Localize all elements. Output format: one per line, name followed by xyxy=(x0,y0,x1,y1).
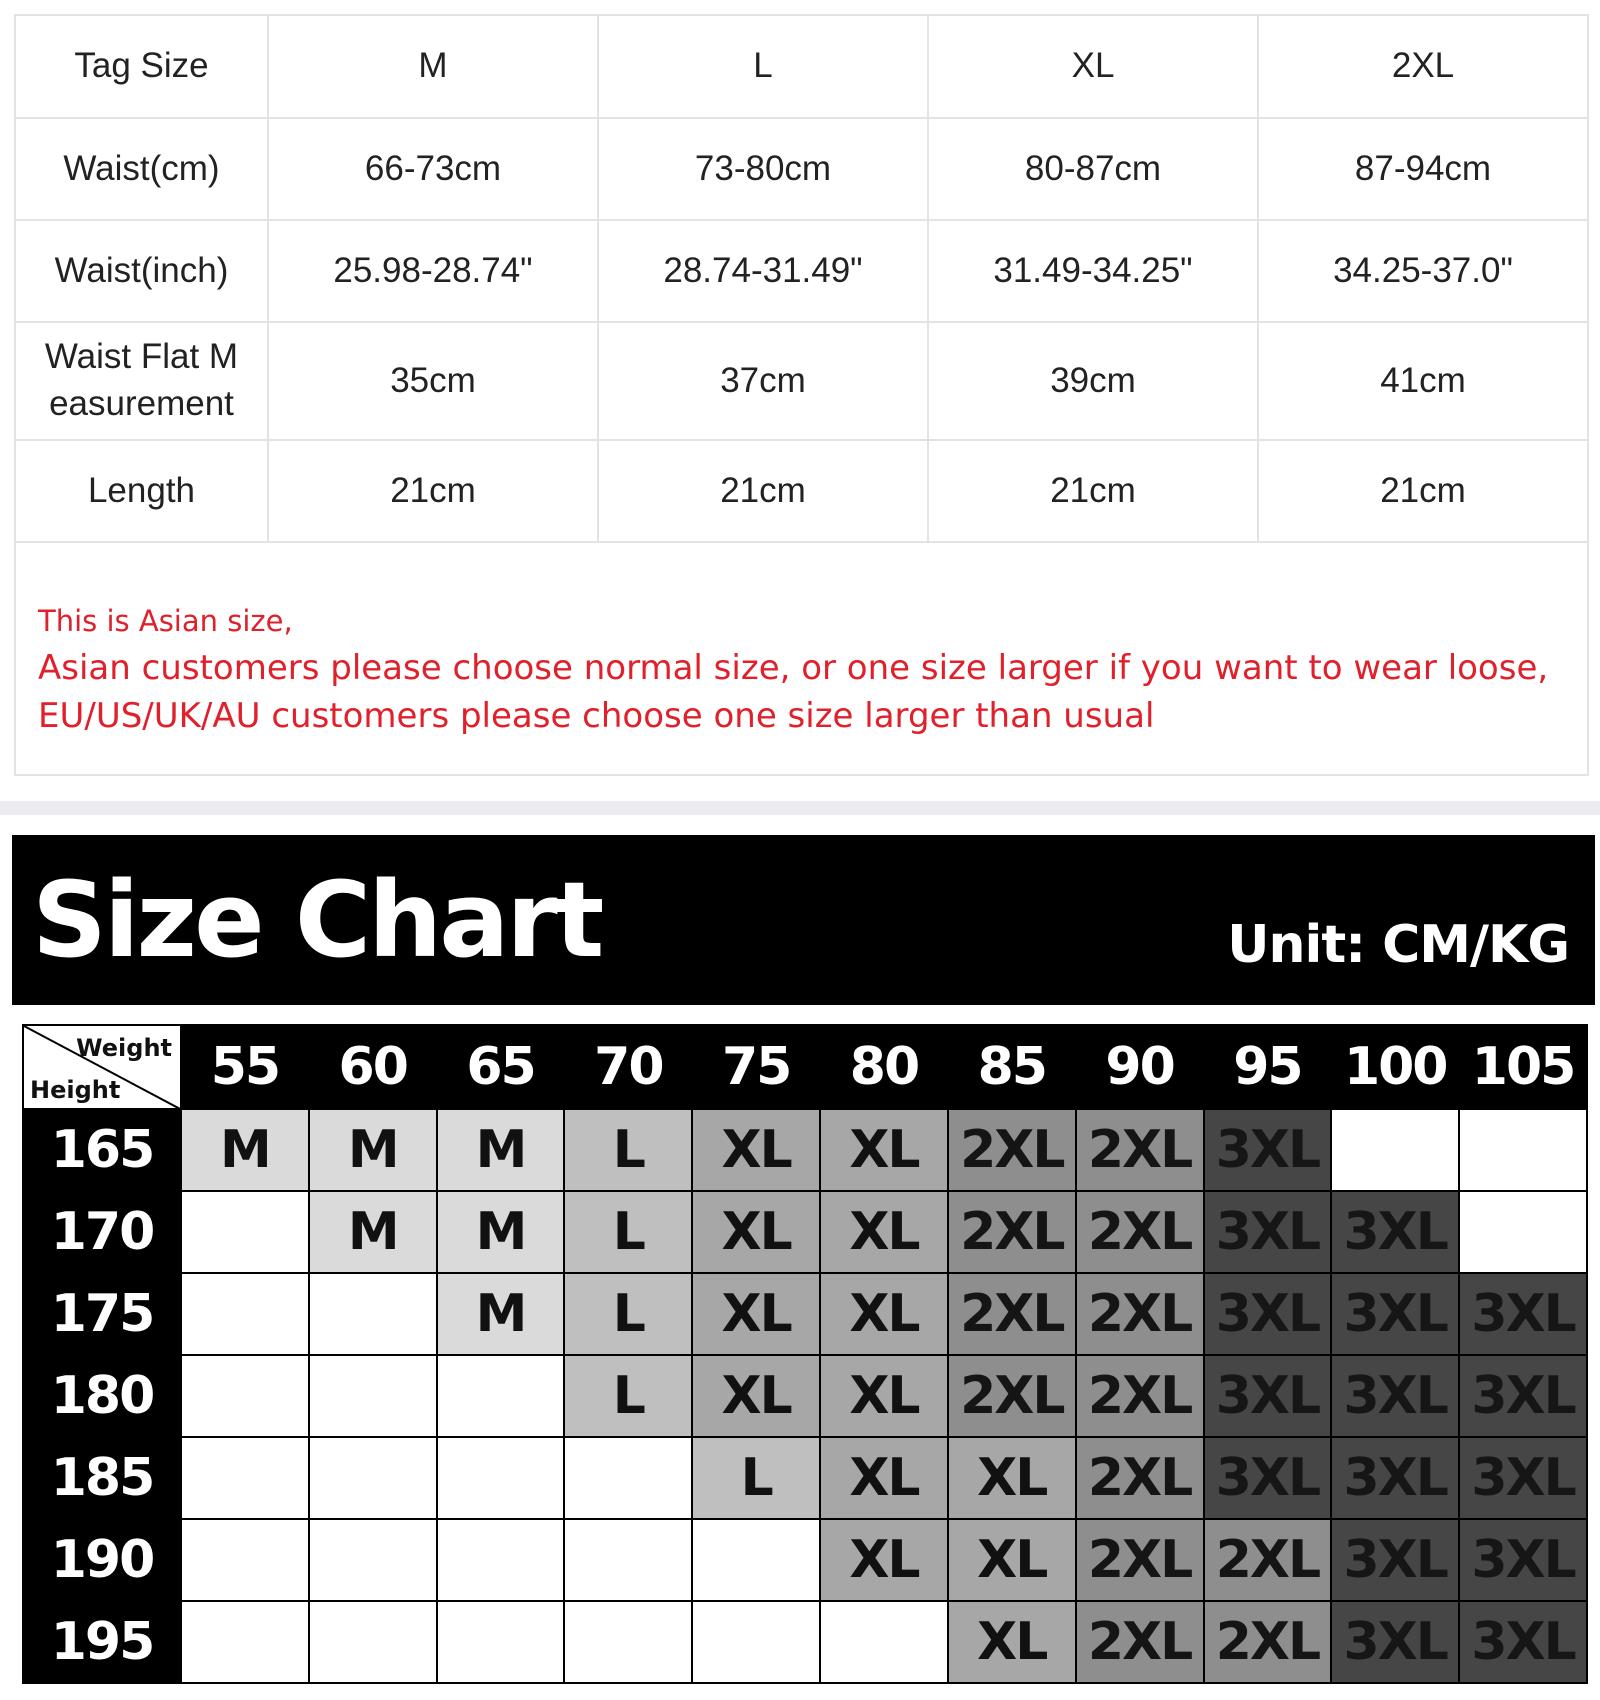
weight-header: 85 xyxy=(948,1025,1076,1109)
empty-cell xyxy=(309,1519,437,1601)
size-cell: XL xyxy=(948,1601,1076,1683)
empty-cell xyxy=(181,1519,309,1601)
empty-cell xyxy=(1459,1109,1587,1191)
notice-line-3: EU/US/UK/AU customers please choose one size larger than usual xyxy=(38,696,1155,736)
size-cell: M xyxy=(181,1109,309,1191)
size-cell: XL xyxy=(692,1355,820,1437)
size-cell: 3XL xyxy=(1331,1355,1459,1437)
empty-cell xyxy=(564,1601,692,1683)
size-cell: M xyxy=(437,1273,565,1355)
empty-cell xyxy=(181,1601,309,1683)
weight-header: 60 xyxy=(309,1025,437,1109)
size-cell: 2XL xyxy=(1076,1191,1204,1273)
empty-cell xyxy=(1331,1109,1459,1191)
table-cell: 66-73cm xyxy=(268,118,598,220)
size-cell: 3XL xyxy=(1204,1109,1332,1191)
size-notice xyxy=(38,598,1568,740)
table-cell: 21cm xyxy=(598,440,928,542)
weight-axis-label: Weight xyxy=(76,1034,172,1062)
table-cell: 80-87cm xyxy=(928,118,1258,220)
size-cell: XL xyxy=(820,1437,948,1519)
waist-cm-row xyxy=(16,118,1587,220)
waist-inch-row xyxy=(16,220,1587,322)
row-label: Length xyxy=(16,440,268,542)
size-cell: 3XL xyxy=(1331,1437,1459,1519)
size-cell: 2XL xyxy=(1076,1355,1204,1437)
size-cell: L xyxy=(564,1273,692,1355)
size-cell: XL xyxy=(692,1109,820,1191)
table-cell: 21cm xyxy=(1258,440,1587,542)
table-cell: 87-94cm xyxy=(1258,118,1587,220)
height-header: 175 xyxy=(23,1273,181,1355)
table-cell: L xyxy=(598,16,928,118)
empty-cell xyxy=(437,1355,565,1437)
table-cell: 21cm xyxy=(268,440,598,542)
size-cell: 2XL xyxy=(948,1355,1076,1437)
size-cell: XL xyxy=(948,1519,1076,1601)
empty-cell xyxy=(181,1191,309,1273)
empty-cell xyxy=(564,1519,692,1601)
table-cell: 2XL xyxy=(1258,16,1587,118)
empty-cell xyxy=(181,1437,309,1519)
row-label: Waist Flat M easurement xyxy=(16,322,268,440)
size-cell: 3XL xyxy=(1331,1519,1459,1601)
waist-flat-row xyxy=(16,322,1587,440)
height-row xyxy=(23,1519,1587,1601)
height-row xyxy=(23,1437,1587,1519)
empty-cell xyxy=(820,1601,948,1683)
height-row xyxy=(23,1601,1587,1683)
size-cell: L xyxy=(692,1437,820,1519)
height-axis-label: Height xyxy=(30,1076,121,1104)
weight-header-row xyxy=(23,1025,1587,1109)
table-cell: 25.98-28.74" xyxy=(268,220,598,322)
weight-header: 95 xyxy=(1204,1025,1332,1109)
weight-header: 70 xyxy=(564,1025,692,1109)
weight-header: 105 xyxy=(1459,1025,1587,1109)
table-cell: 21cm xyxy=(928,440,1258,542)
empty-cell xyxy=(309,1601,437,1683)
empty-cell xyxy=(437,1437,565,1519)
size-cell: 2XL xyxy=(1076,1437,1204,1519)
height-row xyxy=(23,1273,1587,1355)
table-cell: XL xyxy=(928,16,1258,118)
table-cell: 73-80cm xyxy=(598,118,928,220)
height-header: 170 xyxy=(23,1191,181,1273)
height-header: 165 xyxy=(23,1109,181,1191)
size-cell: 3XL xyxy=(1204,1437,1332,1519)
weight-header: 80 xyxy=(820,1025,948,1109)
size-cell: 3XL xyxy=(1459,1273,1587,1355)
height-header: 180 xyxy=(23,1355,181,1437)
table-cell: M xyxy=(268,16,598,118)
empty-cell xyxy=(309,1437,437,1519)
size-cell: 2XL xyxy=(1076,1601,1204,1683)
empty-cell xyxy=(309,1273,437,1355)
table-cell: 39cm xyxy=(928,322,1258,440)
weight-header: 65 xyxy=(437,1025,565,1109)
size-cell: 2XL xyxy=(1204,1601,1332,1683)
size-cell: L xyxy=(564,1191,692,1273)
table-cell: 37cm xyxy=(598,322,928,440)
size-cell: 2XL xyxy=(1076,1519,1204,1601)
size-chart-banner xyxy=(12,835,1595,1005)
size-cell: 3XL xyxy=(1459,1601,1587,1683)
height-row xyxy=(23,1109,1587,1191)
table-cell: 31.49-34.25" xyxy=(928,220,1258,322)
height-header: 195 xyxy=(23,1601,181,1683)
size-cell: L xyxy=(564,1109,692,1191)
size-cell: M xyxy=(309,1109,437,1191)
measurement-panel xyxy=(14,14,1589,776)
empty-cell xyxy=(181,1273,309,1355)
size-cell: M xyxy=(309,1191,437,1273)
table-cell: 35cm xyxy=(268,322,598,440)
size-cell: XL xyxy=(692,1273,820,1355)
size-chart-title: Size Chart xyxy=(32,859,602,981)
size-cell: L xyxy=(564,1355,692,1437)
size-cell: XL xyxy=(948,1437,1076,1519)
length-row xyxy=(16,440,1587,542)
size-cell: 2XL xyxy=(1076,1109,1204,1191)
size-cell: 3XL xyxy=(1204,1355,1332,1437)
weight-header: 55 xyxy=(181,1025,309,1109)
height-header: 190 xyxy=(23,1519,181,1601)
height-header: 185 xyxy=(23,1437,181,1519)
weight-header: 75 xyxy=(692,1025,820,1109)
empty-cell xyxy=(437,1601,565,1683)
height-row xyxy=(23,1355,1587,1437)
size-cell: 2XL xyxy=(948,1191,1076,1273)
empty-cell xyxy=(692,1601,820,1683)
size-cell: 2XL xyxy=(1076,1273,1204,1355)
empty-cell xyxy=(437,1519,565,1601)
notice-line-1: This is Asian size, xyxy=(38,604,293,638)
size-cell: 3XL xyxy=(1204,1191,1332,1273)
row-label: Waist(cm) xyxy=(16,118,268,220)
empty-cell xyxy=(309,1355,437,1437)
size-cell: 3XL xyxy=(1459,1519,1587,1601)
empty-cell xyxy=(1459,1191,1587,1273)
size-cell: XL xyxy=(820,1355,948,1437)
size-cell: 2XL xyxy=(1204,1519,1332,1601)
size-cell: M xyxy=(437,1191,565,1273)
size-cell: 3XL xyxy=(1331,1273,1459,1355)
size-grid xyxy=(22,1024,1588,1684)
weight-header: 100 xyxy=(1331,1025,1459,1109)
size-cell: 2XL xyxy=(948,1273,1076,1355)
size-cell: 3XL xyxy=(1204,1273,1332,1355)
size-cell: 3XL xyxy=(1331,1601,1459,1683)
tag-size-row xyxy=(16,16,1587,118)
notice-line-2: Asian customers please choose normal size, or one size larger if you want to wear loose, xyxy=(38,648,1549,688)
table-cell: 41cm xyxy=(1258,322,1587,440)
size-cell: 2XL xyxy=(948,1109,1076,1191)
section-divider xyxy=(0,801,1600,815)
empty-cell xyxy=(564,1437,692,1519)
row-label: Tag Size xyxy=(16,16,268,118)
empty-cell xyxy=(181,1355,309,1437)
height-row xyxy=(23,1191,1587,1273)
table-cell: 28.74-31.49" xyxy=(598,220,928,322)
unit-label: Unit: CM/KG xyxy=(1227,915,1569,975)
size-cell: 3XL xyxy=(1331,1191,1459,1273)
measurement-table xyxy=(16,16,1587,543)
size-cell: XL xyxy=(820,1109,948,1191)
table-cell: 34.25-37.0" xyxy=(1258,220,1587,322)
size-cell: XL xyxy=(820,1519,948,1601)
corner-cell xyxy=(23,1025,181,1109)
weight-header: 90 xyxy=(1076,1025,1204,1109)
row-label: Waist(inch) xyxy=(16,220,268,322)
size-cell: XL xyxy=(692,1191,820,1273)
size-cell: XL xyxy=(820,1191,948,1273)
empty-cell xyxy=(692,1519,820,1601)
size-cell: 3XL xyxy=(1459,1437,1587,1519)
size-cell: XL xyxy=(820,1273,948,1355)
size-cell: M xyxy=(437,1109,565,1191)
size-cell: 3XL xyxy=(1459,1355,1587,1437)
